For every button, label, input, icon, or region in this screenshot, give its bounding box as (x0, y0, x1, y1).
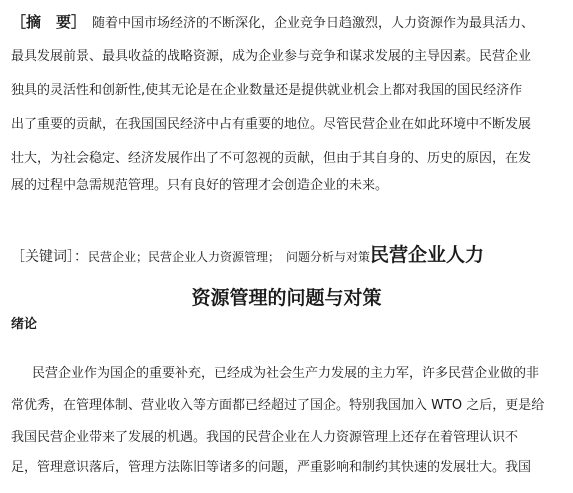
intro-line-3: 我国民营企业带来了发展的机遇。我国的民营企业在人力资源管理上还存在着管理认识不 (11, 430, 519, 445)
abstract-line-1 (11, 13, 534, 33)
keywords-line (11, 244, 484, 269)
intro-line-4: 足，管理意识落后，管理方法陈旧等诸多的问题，严重影响和制约其快速的发展壮大。我国 (11, 460, 532, 475)
abstract-line-6: 展的过程中急需规范管理。只有良好的管理才会创造企业的未来。 (11, 178, 389, 193)
abstract-label: ［摘 要］ (11, 13, 87, 31)
abstract-line-2: 最具发展前景、最具收益的战略资源，成为企业参与竞争和谋求发展的主导因素。民营企业 (11, 49, 532, 64)
intro-heading: 绪论 (11, 317, 38, 332)
title-part-1: 民营企业人力 (370, 244, 485, 266)
abstract-text-1: 随着中国市场经济的不断深化，企业竞争日趋激烈，人力资源作为最具活力、 (92, 16, 535, 31)
abstract-line-4: 出了重要的贡献，在我国国民经济中占有重要的地位。尽管民营企业在如此环境中不断发展 (11, 117, 532, 132)
title-part-2: 资源管理的问题与对策 (191, 287, 382, 309)
abstract-line-3: 独具的灵活性和创新性,使其无论是在企业数量还是提供就业机会上都对我国的国民经济作 (11, 83, 523, 98)
abstract-line-5: 壮大，为社会稳定、经济发展作出了不可忽视的贡献，但由于其自身的、历史的原因，在发 (11, 151, 532, 166)
intro-line-1: 民营企业作为国企的重要补充，已经成为社会生产力发展的主力军，许多民营企业做的非 (32, 366, 540, 381)
keywords-text: 民营企业；民营企业人力资源管理； 问题分析与对策 (88, 250, 371, 264)
keywords-label: ［关键词］： (11, 249, 88, 265)
intro-line-2: 常优秀，在管理体制、营业收入等方面都已经超过了国企。特别我国加入 WTO 之后，更是给 (11, 398, 545, 413)
